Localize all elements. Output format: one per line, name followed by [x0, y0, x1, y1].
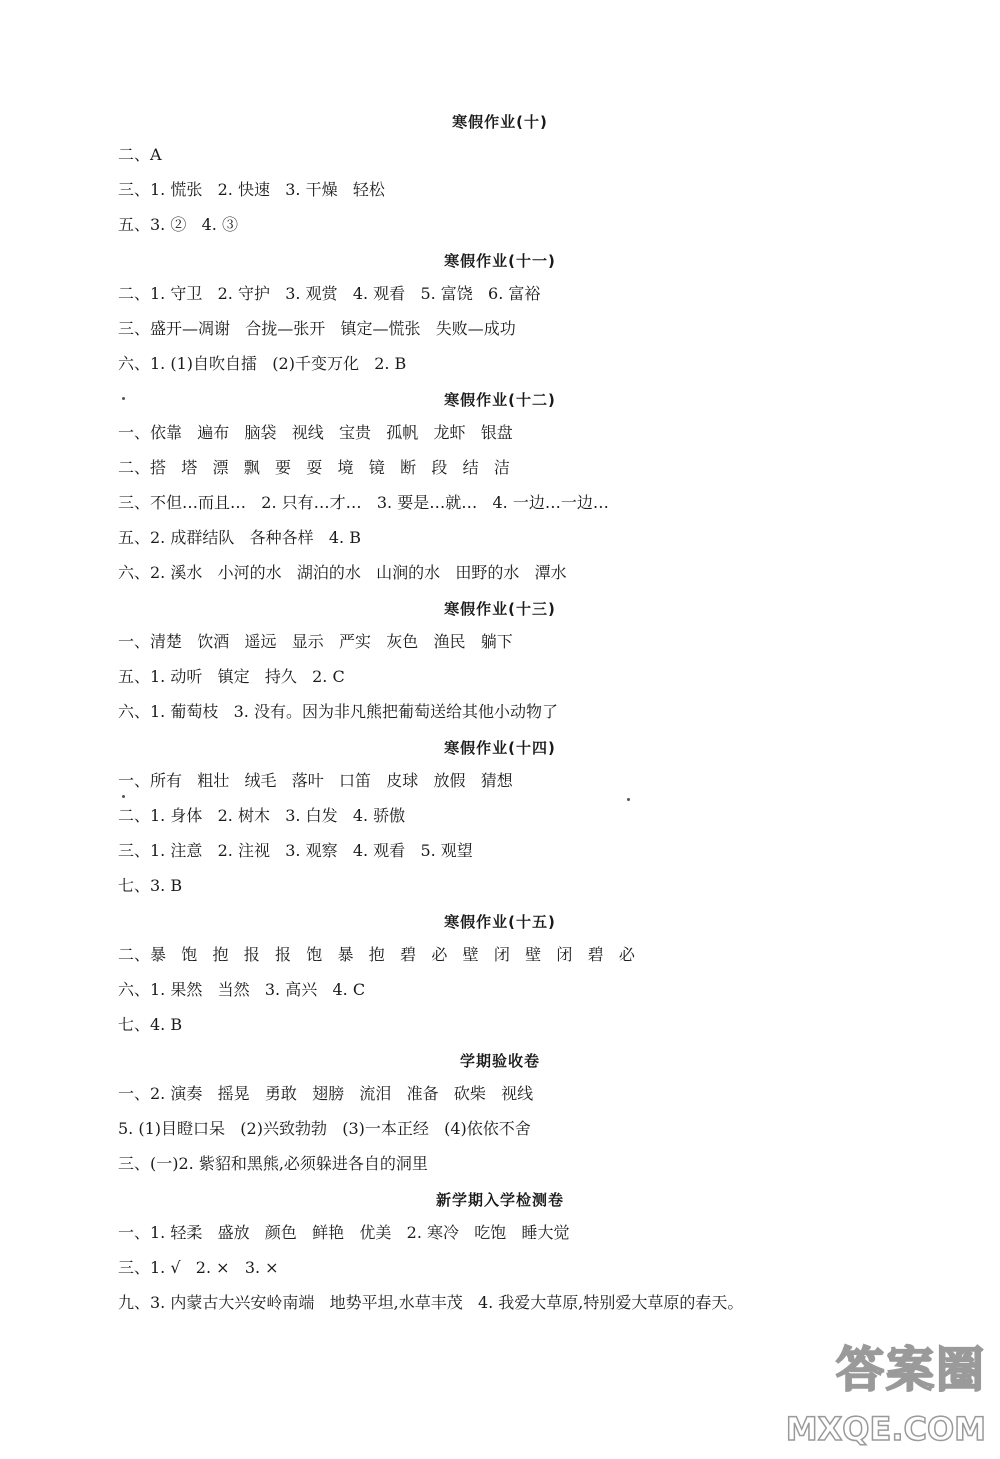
section-title: 新学期入学检测卷	[435, 1191, 564, 1209]
scan-speck	[122, 795, 125, 798]
answer-line: 二、1. 身体 2. 树木 3. 白发 4. 骄傲	[118, 806, 406, 825]
answer-line: 一、2. 演奏 摇晃 勇敢 翅膀 流泪 准备 砍柴 视线	[118, 1084, 534, 1103]
section-title: 寒假作业(十二)	[444, 391, 556, 409]
answer-line: 三、盛开—凋谢 合拢—张开 镇定—慌张 失败—成功	[118, 319, 516, 338]
answer-line: 六、1. (1)自吹自擂 (2)千变万化 2. B	[118, 354, 407, 373]
answer-line: 九、3. 内蒙古大兴安岭南端 地势平坦,水草丰茂 4. 我爱大草原,特别爱大草原的春天。	[118, 1293, 744, 1312]
section-title: 寒假作业(十一)	[444, 252, 556, 270]
answer-line: 一、所有 粗壮 绒毛 落叶 口笛 皮球 放假 猜想	[118, 771, 513, 790]
scan-speck	[122, 397, 125, 400]
site-watermark	[776, 1339, 986, 1449]
answer-line: 二、搭 塔 漂 飘 要 耍 境 镜 断 段 结 洁	[118, 458, 510, 477]
watermark-domain: MXQE.COM	[785, 1410, 986, 1448]
section-title: 寒假作业(十五)	[444, 913, 556, 931]
answer-line: 三、(一)2. 紫貂和黑熊,必须躲进各自的洞里	[118, 1154, 428, 1173]
section-title: 学期验收卷	[459, 1052, 540, 1070]
answer-line: 六、1. 果然 当然 3. 高兴 4. C	[118, 980, 366, 999]
answer-line: 三、1. 慌张 2. 快速 3. 干燥 轻松	[118, 180, 385, 199]
watermark-logo-text: 答案圈	[835, 1342, 986, 1398]
answer-line: 六、1. 葡萄枝 3. 没有。因为非凡熊把葡萄送给其他小动物了	[118, 702, 558, 721]
section-title: 寒假作业(十三)	[444, 600, 556, 618]
answer-line: 五、1. 动听 镇定 持久 2. C	[118, 667, 345, 686]
answer-line: 七、3. B	[118, 876, 183, 895]
answer-line: 七、4. B	[118, 1015, 183, 1034]
answer-line: 三、1. 注意 2. 注视 3. 观察 4. 观看 5. 观望	[118, 841, 473, 860]
answer-line: 二、A	[118, 145, 162, 164]
answer-line: 六、2. 溪水 小河的水 湖泊的水 山涧的水 田野的水 潭水	[118, 563, 567, 582]
scan-speck	[627, 798, 630, 801]
answer-line: 三、1. √ 2. × 3. ×	[118, 1258, 279, 1277]
answer-line: 一、1. 轻柔 盛放 颜色 鲜艳 优美 2. 寒冷 吃饱 睡大觉	[118, 1223, 570, 1242]
answer-line: 五、3. ② 4. ③	[118, 215, 238, 234]
answer-line: 二、1. 守卫 2. 守护 3. 观赏 4. 观看 5. 富饶 6. 富裕	[118, 284, 541, 303]
answer-line: 5. (1)目瞪口呆 (2)兴致勃勃 (3)一本正经 (4)依依不舍	[118, 1119, 531, 1138]
section-title: 寒假作业(十)	[452, 113, 548, 131]
answer-line: 二、暴 饱 抱 报 报 饱 暴 抱 碧 必 壁 闭 壁 闭 碧 必	[118, 945, 635, 964]
answer-line: 三、不但…而且… 2. 只有…才… 3. 要是…就… 4. 一边…一边…	[118, 493, 609, 512]
section-title: 寒假作业(十四)	[444, 739, 556, 757]
answer-line: 一、依靠 遍布 脑袋 视线 宝贵 孤帆 龙虾 银盘	[118, 423, 513, 442]
answer-line: 五、2. 成群结队 各种各样 4. B	[118, 528, 361, 547]
answer-line: 一、清楚 饮酒 遥远 显示 严实 灰色 渔民 躺下	[118, 632, 513, 651]
